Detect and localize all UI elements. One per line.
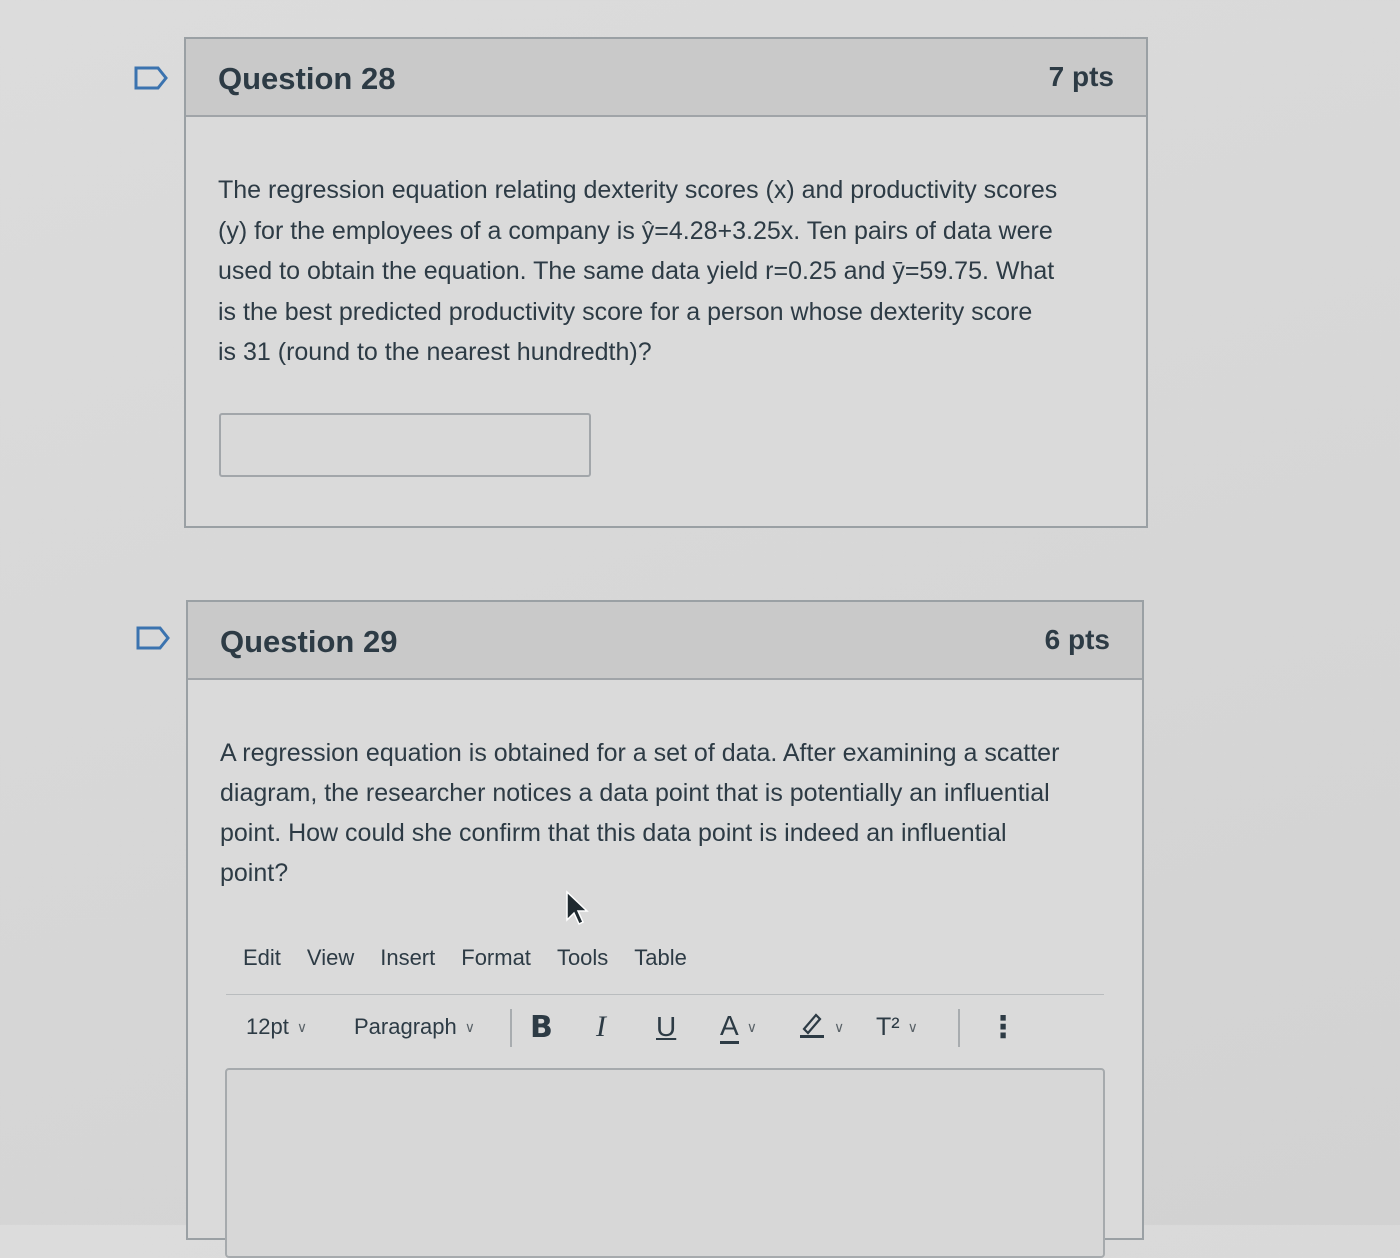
- question-28-line-4: is the best predicted productivity score for a person whose dexterity score: [218, 297, 1033, 326]
- question-28-header: [186, 39, 1146, 117]
- superscript-button[interactable]: [876, 1007, 918, 1047]
- answer-editor-area[interactable]: [225, 1068, 1105, 1258]
- question-29-title: Question 29: [220, 624, 398, 659]
- editor-menubar: [243, 945, 713, 985]
- more-options-icon[interactable]: ⋮: [988, 1010, 1018, 1044]
- bold-button[interactable]: B: [530, 1009, 553, 1045]
- question-28-answer-input[interactable]: [219, 413, 591, 477]
- question-29-line-3: point. How could she confirm that this data point is indeed an influential: [220, 819, 1007, 847]
- highlight-pen-icon: [798, 1009, 826, 1045]
- font-size-value: 12pt: [246, 1014, 289, 1039]
- question-28-points: 7 pts: [1048, 61, 1114, 92]
- question-29-card: [186, 600, 1144, 1240]
- question-29-points: 6 pts: [1044, 624, 1110, 655]
- underline-button[interactable]: U: [656, 1011, 677, 1042]
- italic-button[interactable]: I: [596, 1010, 606, 1043]
- text-color-icon: A: [720, 1011, 739, 1044]
- toolbar-divider: [958, 1009, 960, 1047]
- chevron-down-icon: ∨: [464, 1018, 475, 1035]
- menu-edit[interactable]: Edit: [243, 945, 281, 970]
- toolbar-divider: [510, 1009, 512, 1047]
- block-format-select[interactable]: [354, 1007, 475, 1047]
- flag-question-28-icon[interactable]: [134, 66, 168, 90]
- question-28-text: [218, 170, 1114, 373]
- question-29-line-4: point?: [220, 859, 289, 887]
- text-color-button[interactable]: [720, 1007, 757, 1047]
- mouse-pointer-icon: [565, 890, 591, 928]
- question-29-text: [220, 733, 1110, 893]
- question-29-line-1: A regression equation is obtained for a set of data. After examining a scatter: [220, 739, 1060, 767]
- chevron-down-icon: ∨: [907, 1018, 918, 1035]
- question-29-header: [188, 602, 1142, 680]
- font-size-select[interactable]: [246, 1007, 307, 1047]
- highlight-color-button[interactable]: [798, 1007, 844, 1047]
- menu-view[interactable]: View: [306, 945, 355, 970]
- menu-table[interactable]: Table: [634, 945, 687, 970]
- menubar-divider: [226, 994, 1104, 995]
- flag-question-29-icon[interactable]: [136, 626, 170, 650]
- menu-format[interactable]: Format: [461, 945, 531, 970]
- question-29-line-2: diagram, the researcher notices a data point that is potentially an influential: [220, 779, 1050, 807]
- question-28-line-2: (y) for the employees of a company is ŷ=4.28+3.25x. Ten pairs of data were: [218, 216, 1053, 245]
- question-28-line-5: is 31 (round to the nearest hundredth)?: [218, 338, 652, 366]
- block-format-value: Paragraph: [354, 1014, 457, 1039]
- question-28-line-3: used to obtain the equation. The same data yield r=0.25 and ȳ=59.75. What: [218, 257, 1055, 285]
- menu-tools[interactable]: Tools: [556, 945, 609, 970]
- chevron-down-icon: ∨: [834, 1018, 845, 1035]
- question-28-card: [184, 37, 1148, 528]
- question-28-line-1: The regression equation relating dexterity scores (x) and productivity scores: [218, 176, 1058, 204]
- chevron-down-icon: ∨: [746, 1018, 757, 1035]
- menu-insert[interactable]: Insert: [380, 945, 436, 970]
- question-28-title: Question 28: [218, 61, 396, 96]
- editor-toolbar: [246, 1007, 1046, 1047]
- chevron-down-icon: ∨: [296, 1018, 308, 1035]
- superscript-icon: T²: [876, 1012, 900, 1041]
